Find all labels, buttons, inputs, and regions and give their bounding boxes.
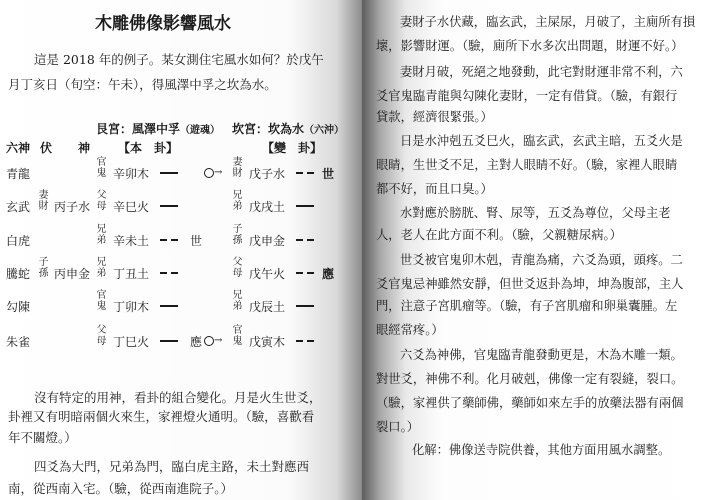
six-spirit: 朱雀 <box>6 335 31 349</box>
ben-gua-note: （遊魂） <box>180 125 221 136</box>
bian-ganzhi: 戊寅木 <box>249 335 286 349</box>
right-text-line: 對世爻，神佛不利。化月破剋，佛像一定有裂縫，裂口。 <box>376 372 684 386</box>
col-liushen: 六神 <box>6 141 31 155</box>
right-text-line: 人，老人在此方面不利。（驗，父親糖尿病。） <box>376 228 622 242</box>
body-line-4: 四爻為大門，兄弟為門，臨白虎主路，未土對應西 <box>34 459 310 474</box>
article-title: 木雕佛像影響風水 <box>95 14 231 34</box>
hidden-ganzhi: 丙子水 <box>54 200 91 214</box>
ben-mark: 世 <box>190 234 203 248</box>
bian-ganzhi: 戊子水 <box>249 167 286 181</box>
bian-relation: 官鬼 <box>232 325 243 347</box>
right-page <box>362 0 726 500</box>
col-bian-gua: 【變 卦】 <box>262 141 323 155</box>
bian-gua-label: 坎宮：坎為水 <box>232 122 305 136</box>
col-fushen-b: 神 <box>78 141 91 155</box>
bian-line <box>296 232 314 247</box>
bian-relation: 兄弟 <box>232 290 243 312</box>
col-ben-gua: 【本 卦】 <box>118 141 179 155</box>
right-text-line: 裂口。） <box>376 420 420 434</box>
right-text-line: 眼睛，生世爻不足，主對人眼睛不好。（驗，家裡人眼睛 <box>376 158 678 172</box>
ben-relation: 官鬼 <box>96 157 107 179</box>
col-fushen-a: 伏 <box>40 141 53 155</box>
ben-relation: 兄弟 <box>96 257 107 279</box>
ben-ganzhi: 辛巳火 <box>113 200 150 214</box>
moving-marker: → <box>204 333 222 347</box>
intro-line-2: 月丁亥日（旬空：午未），得風澤中孚之坎為水。 <box>8 77 277 92</box>
moving-marker: → <box>204 165 222 179</box>
bian-relation: 子孫 <box>232 224 243 246</box>
ben-relation: 官鬼 <box>96 290 107 312</box>
right-text-line: 門，注意子宮肌瘤等。（驗，有子宮肌瘤和卵巢囊腫。左 <box>376 299 678 313</box>
ben-line <box>160 298 178 312</box>
bian-relation: 妻財 <box>232 157 243 179</box>
ben-line <box>160 198 178 212</box>
ben-line <box>160 333 178 347</box>
bian-line <box>296 198 314 212</box>
body-line-3: 年不關燈。） <box>8 430 77 445</box>
six-spirit: 青龍 <box>6 167 31 181</box>
right-text-line: 世爻被官鬼卯木剋，青龍為痛，六爻為頭，頭疼。二 <box>400 253 683 267</box>
bian-line <box>296 298 314 312</box>
right-text-line: 妻財子水伏藏，臨玄武，主屎尿，月破了，主廁所有損 <box>400 15 696 29</box>
bian-ganzhi: 戊午火 <box>249 267 286 281</box>
right-text-line: （驗，家裡供了藥師佛，藥師如來左手的放藥法器有兩個 <box>376 396 684 410</box>
ben-gua-name <box>96 120 220 137</box>
ben-ganzhi: 辛未土 <box>113 234 150 248</box>
six-spirit: 白虎 <box>6 234 31 248</box>
ben-ganzhi: 丁巳火 <box>113 335 150 349</box>
left-page <box>0 0 362 500</box>
ben-line <box>160 232 178 247</box>
body-line-2: 卦裡又有明暗兩個火來生，家裡燈火通明。（驗，喜歡看 <box>8 409 315 424</box>
ben-ganzhi: 丁卯木 <box>113 300 150 314</box>
ben-relation: 父母 <box>96 190 107 212</box>
right-text-line: 六爻為神佛，官鬼臨青龍發動更是，木為木雕一類。 <box>400 348 683 362</box>
bian-ganzhi: 戊申金 <box>249 234 286 248</box>
right-text-line: 眼經常疼。） <box>376 323 444 337</box>
bian-gua-name <box>232 120 344 137</box>
ben-ganzhi: 辛卯木 <box>113 167 150 181</box>
right-text-line: 爻官鬼臨青龍與勾陳化妻財，一定有借貸。（驗，有銀行 <box>376 89 678 103</box>
intro-line-1: 這是 2018 年的例子。某女測住宅風水如何？於戊午 <box>34 52 324 67</box>
right-text-line: 貸款，經濟很緊張。） <box>376 110 493 124</box>
ben-mark: 應 <box>190 335 203 349</box>
bian-ganzhi: 戊辰土 <box>249 300 286 314</box>
ben-line <box>160 165 178 179</box>
bian-line <box>296 333 314 348</box>
body-line-5: 南，從西南入宅。（驗，從西南進院子。） <box>8 481 234 496</box>
hidden-relation: 妻財 <box>38 190 49 212</box>
ben-relation: 兄弟 <box>96 224 107 246</box>
bian-ganzhi: 戊戌土 <box>249 200 286 214</box>
right-text-line: 壞，影響財運。（驗，廁所下水多次出問題，財運不好。） <box>376 39 684 53</box>
hidden-ganzhi: 丙申金 <box>54 267 91 281</box>
bian-relation: 兄弟 <box>232 190 243 212</box>
bian-gua-note: （六沖） <box>304 125 345 136</box>
six-spirit: 玄武 <box>6 200 31 214</box>
right-text-line: 都不好，而且口臭。） <box>376 182 493 196</box>
six-spirit: 騰蛇 <box>6 267 31 281</box>
bian-mark: 世 <box>322 167 335 181</box>
ben-ganzhi: 丁丑土 <box>113 267 150 281</box>
body-line-1: 沒有特定的用神，看卦的組合變化。月是火生世爻， <box>34 390 322 405</box>
right-text-line: 日是水沖剋五爻巳火，臨玄武，玄武主暗，五爻火是 <box>400 134 683 148</box>
bian-mark: 應 <box>322 267 335 281</box>
bian-line <box>296 265 314 280</box>
ben-line <box>160 265 178 280</box>
six-spirit: 勾陳 <box>6 300 31 314</box>
hidden-relation: 子孫 <box>38 257 49 279</box>
right-text-line: 化解：佛像送寺院供養，其他方面用風水調整。 <box>412 443 671 457</box>
right-text-line: 水對應於膀胱、腎、尿等，五爻為尊位，父母主老 <box>400 206 671 220</box>
ben-relation: 父母 <box>96 325 107 347</box>
ben-gua-label: 艮宮：風澤中孚 <box>96 122 181 136</box>
bian-line <box>296 165 314 180</box>
right-text-line: 妻財月破，死絕之地發動，此宅對財運非常不利，六 <box>400 65 683 79</box>
right-text-line: 爻官鬼忌神雖然安靜，但世爻返卦為坤，坤為腹部，主人 <box>376 277 684 291</box>
bian-relation: 父母 <box>232 257 243 279</box>
